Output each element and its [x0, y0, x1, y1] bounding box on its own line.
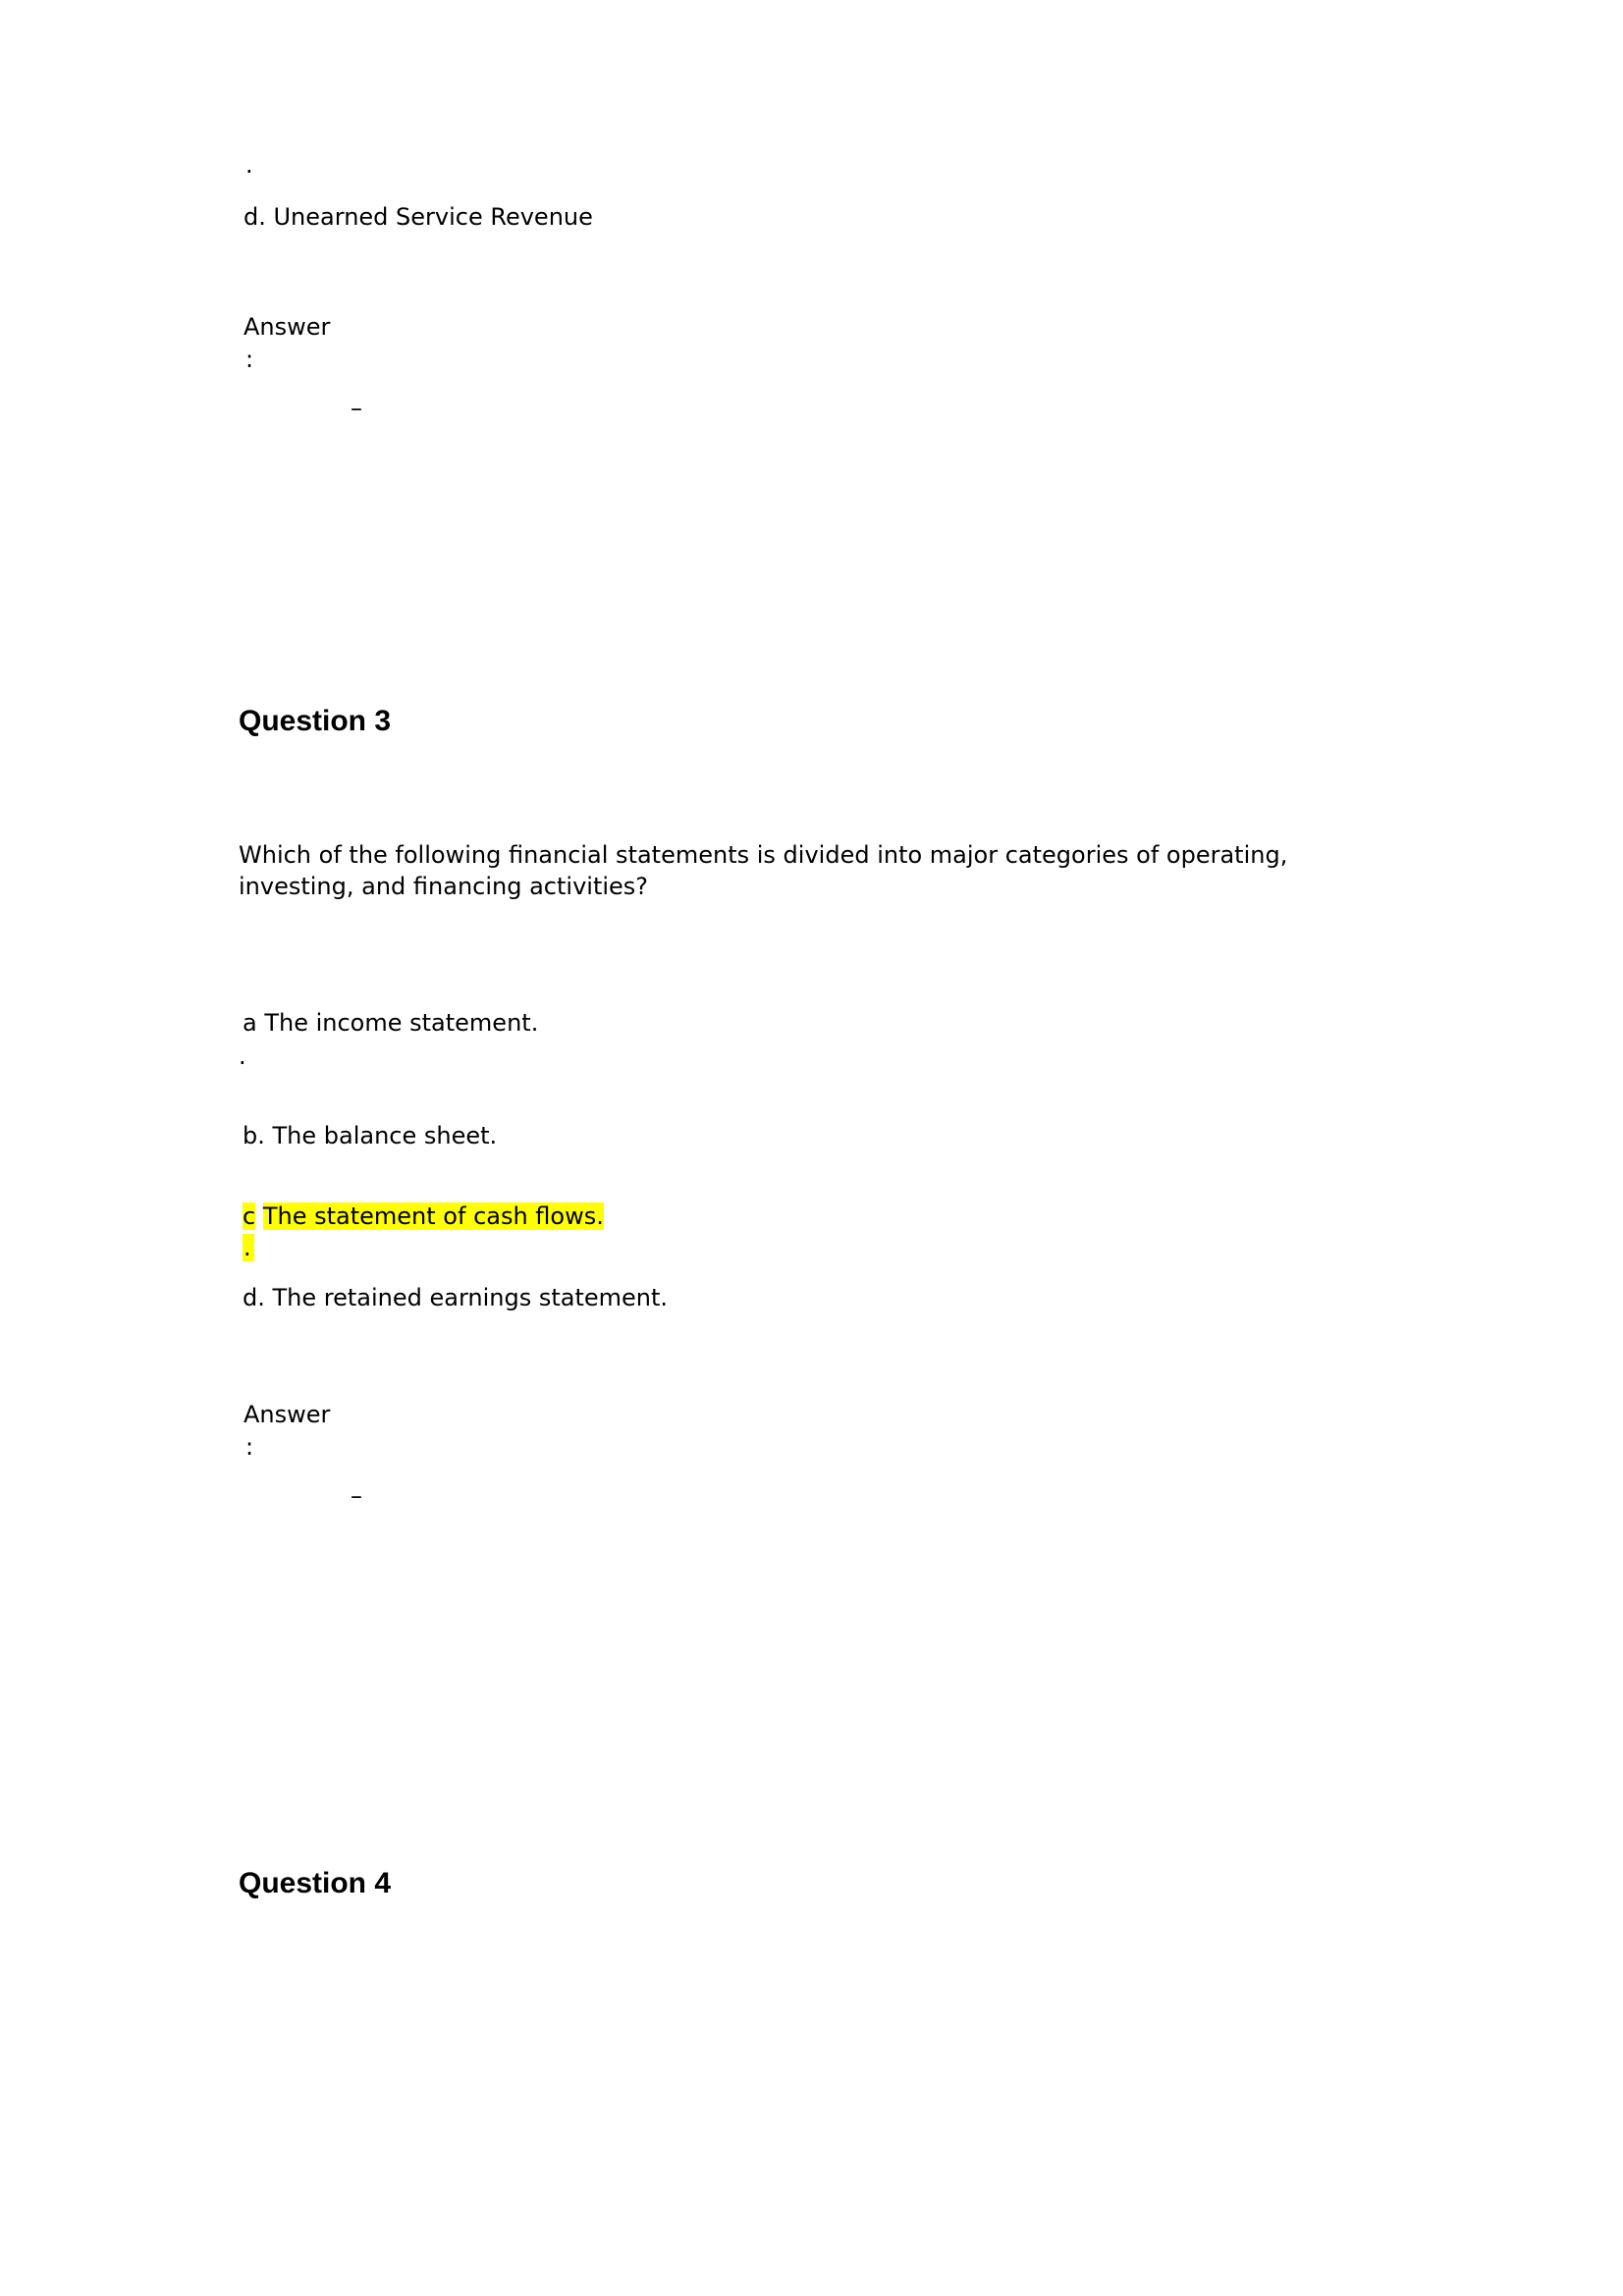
q3-answer-value: –: [351, 1482, 362, 1510]
q3-option-a: a The income statement.: [243, 1009, 539, 1037]
question-3-text-line1: Which of the following financial statements is divided into major categories of operating,: [239, 841, 1288, 869]
q3-option-c-period-wrap: [243, 1232, 254, 1263]
q2-answer-value: –: [351, 395, 362, 422]
stray-period: .: [245, 151, 253, 179]
q3-option-c-text: The statement of cash flows.: [262, 1202, 604, 1230]
q3-option-b: b. The balance sheet.: [243, 1122, 498, 1149]
q2-answer-label: Answer: [243, 313, 331, 341]
q2-option-d: d. Unearned Service Revenue: [243, 203, 593, 231]
q3-option-a-period: .: [239, 1042, 246, 1070]
q3-option-c-period: .: [243, 1234, 254, 1261]
q3-option-c: [243, 1201, 604, 1232]
q2-answer-colon: :: [245, 346, 254, 373]
q3-answer-label: Answer: [243, 1401, 331, 1428]
q3-option-c-letter: c: [243, 1202, 256, 1230]
q3-answer-colon: :: [245, 1433, 254, 1461]
question-3-heading: Question 3: [239, 705, 392, 737]
question-4-heading: Question 4: [239, 1867, 392, 1899]
q3-option-d: d. The retained earnings statement.: [243, 1284, 669, 1311]
question-3-text-line2: investing, and financing activities?: [239, 873, 649, 900]
